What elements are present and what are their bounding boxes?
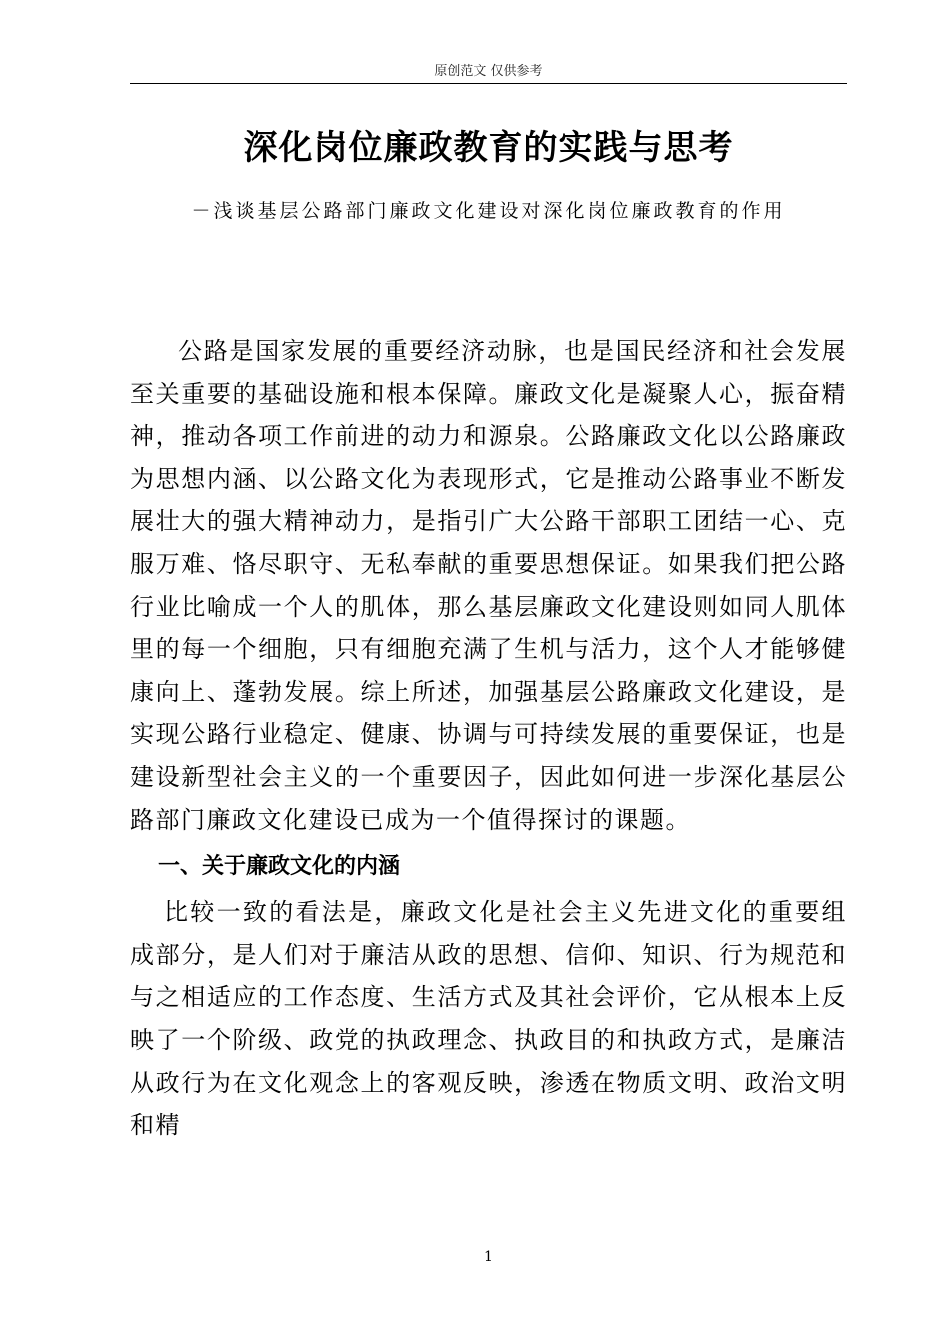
page-number: 1: [484, 1249, 493, 1265]
document-title: 深化岗位廉政教育的实践与思考: [243, 128, 734, 168]
section-1-paragraph: 比较一致的看法是，廉政文化是社会主义先进文化的重要组成部分，是人们对于廉洁从政的思想、信仰、知识、行为规范和与之相适应的工作态度、生活方式及其社会评价，它从根本上反映了一个阶级、政党的执政理念、执政目的和执政方式，是廉洁从政行为在文化观念上的客观反映，渗透在物质文明、政治文明和精: [130, 898, 847, 1140]
section-heading-1: 一、关于廉政文化的内涵: [158, 854, 401, 880]
page-header: 原创范文 仅供参考: [434, 64, 543, 79]
intro-paragraph: 公路是国家发展的重要经济动脉，也是国民经济和社会发展至关重要的基础设施和根本保障。廉政文化是凝聚人心，振奋精神，推动各项工作前进的动力和源泉。公路廉政文化以公路廉政为思想内涵、以公路文化为表现形式，它是推动公路事业不断发展壮大的强大精神动力，是指引广大公路干部职工团结一心、克服万难、恪尽职守、无私奉献的重要思想保证。如果我们把公路行业比喻成一个人的肌体，那么基层廉政文化建设则如同人肌体里的每一个细胞，只有细胞充满了生机与活力，这个人才能够健康向上、蓬勃发展。综上所述，加强基层公路廉政文化建设，是实现公路行业稳定、健康、协调与可持续发展的重要保证，也是建设新型社会主义的一个重要因子，因此如何进一步深化基层公路部门廉政文化建设已成为一个值得探讨的课题。: [130, 337, 847, 834]
header-rule: [130, 83, 847, 84]
document-subtitle: －浅谈基层公路部门廉政文化建设对深化岗位廉政教育的作用: [191, 200, 786, 222]
document-body: [130, 330, 847, 1147]
